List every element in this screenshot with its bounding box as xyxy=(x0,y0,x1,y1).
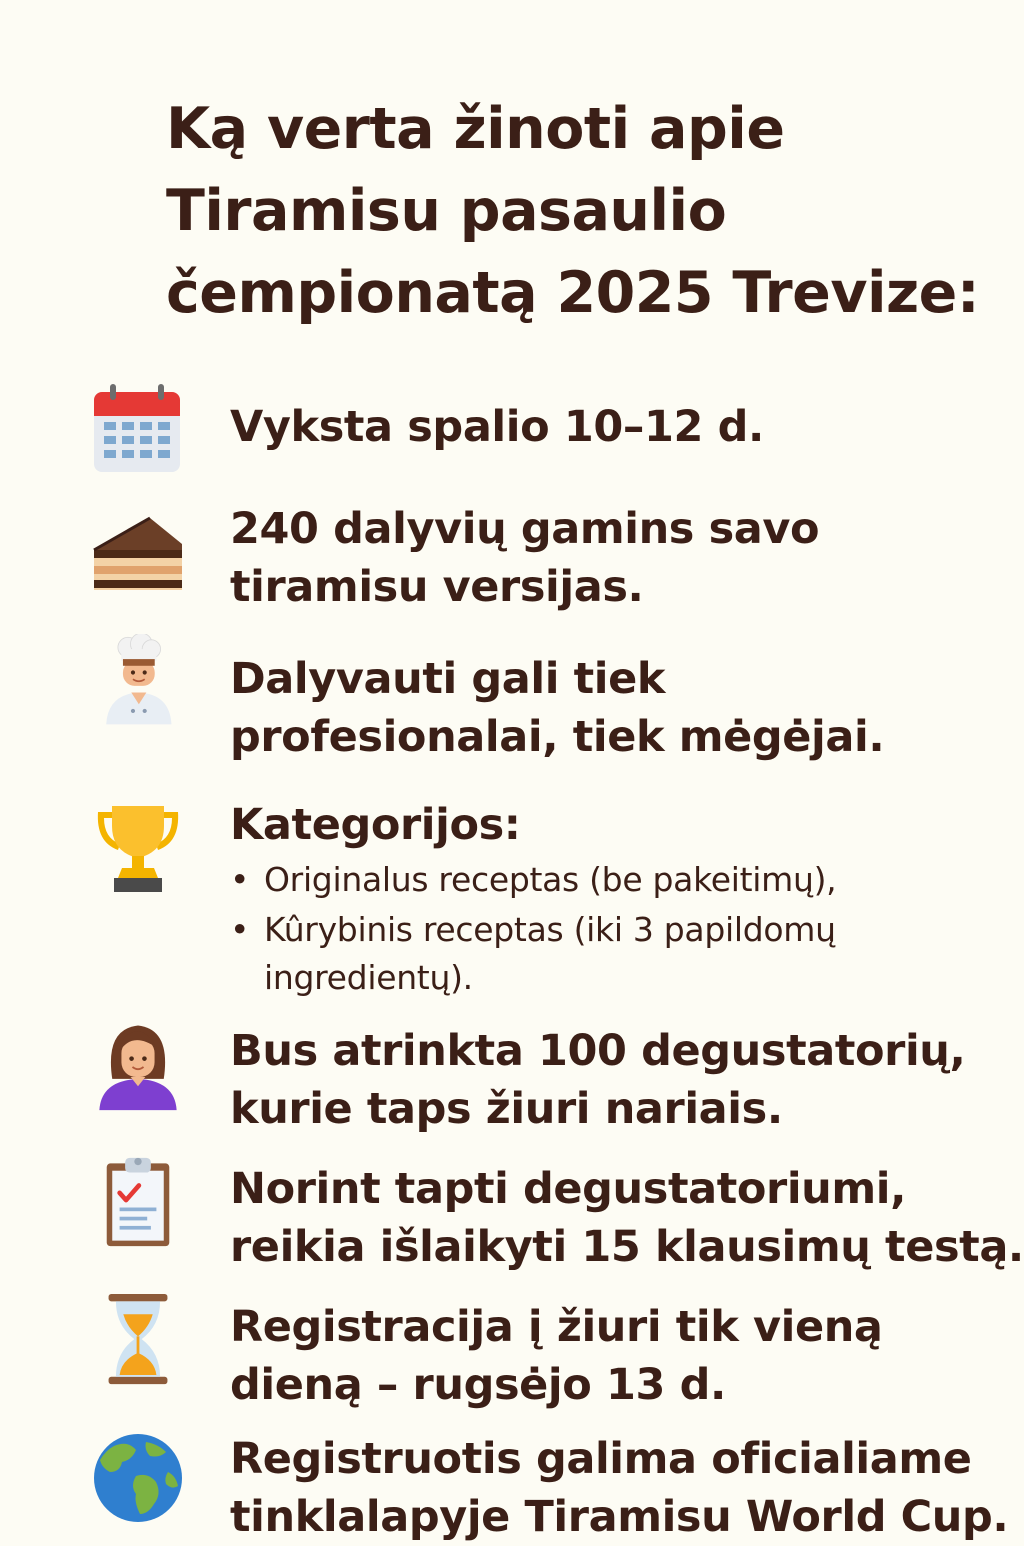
cake-slice-icon xyxy=(92,506,184,598)
calendar-icon xyxy=(92,384,184,476)
category-item xyxy=(230,856,836,904)
item-text-line: tiramisu versijas. xyxy=(230,562,644,612)
item-text-line: Dalyvauti gali tiek xyxy=(230,654,666,704)
item-text xyxy=(230,1430,1010,1546)
item-text xyxy=(230,796,1010,854)
item-text-line: Kategorijos: xyxy=(230,800,521,850)
clipboard-icon xyxy=(92,1156,184,1248)
globe-icon xyxy=(92,1432,184,1524)
item-text-line: Registracija į žiuri tik vieną xyxy=(230,1302,883,1352)
item-text-line: Norint tapti degustatoriumi, xyxy=(230,1164,907,1214)
item-text-line: Vyksta spalio 10–12 d. xyxy=(230,402,764,452)
item-text xyxy=(230,398,1010,456)
title-line: Ką verta žinoti apie xyxy=(166,96,785,162)
category-list xyxy=(230,856,836,1002)
item-text-line: dieną – rugsėjo 13 d. xyxy=(230,1360,726,1410)
item-text xyxy=(230,500,1010,616)
item-text-line: Registruotis galima oficialiame xyxy=(230,1434,972,1484)
item-text-line: Bus atrinkta 100 degustatorių, xyxy=(230,1026,966,1076)
item-text xyxy=(230,1160,1024,1276)
chef-icon xyxy=(92,634,184,726)
item-text-line: 240 dalyvių gamins savo xyxy=(230,504,820,554)
item-text xyxy=(230,1022,1010,1138)
item-text-line: profesionalai, tiek mėgėjai. xyxy=(230,712,885,762)
item-text-line: reikia išlaikyti 15 klausimų testą. xyxy=(230,1222,1024,1272)
item-text-line: tinklalapyje Tiramisu World Cup. xyxy=(230,1492,1009,1542)
page-title xyxy=(166,88,986,334)
item-text xyxy=(230,650,1010,766)
category-item xyxy=(230,906,836,1002)
item-text-line: kurie taps žiuri nariais. xyxy=(230,1084,783,1134)
category-item-line: • Originalus receptas (be pakeitimų), xyxy=(264,860,837,899)
woman-icon xyxy=(92,1020,184,1112)
trophy-icon xyxy=(92,802,184,894)
hourglass-icon xyxy=(92,1294,184,1386)
item-text xyxy=(230,1298,1010,1414)
title-line: Tiramisu pasaulio xyxy=(166,178,727,244)
category-item-line: • Kûrybinis receptas (iki 3 papildomų xyxy=(264,910,836,949)
category-item-line: ingredientų). xyxy=(264,958,473,997)
title-line: čempionatą 2025 Trevize: xyxy=(166,260,980,326)
